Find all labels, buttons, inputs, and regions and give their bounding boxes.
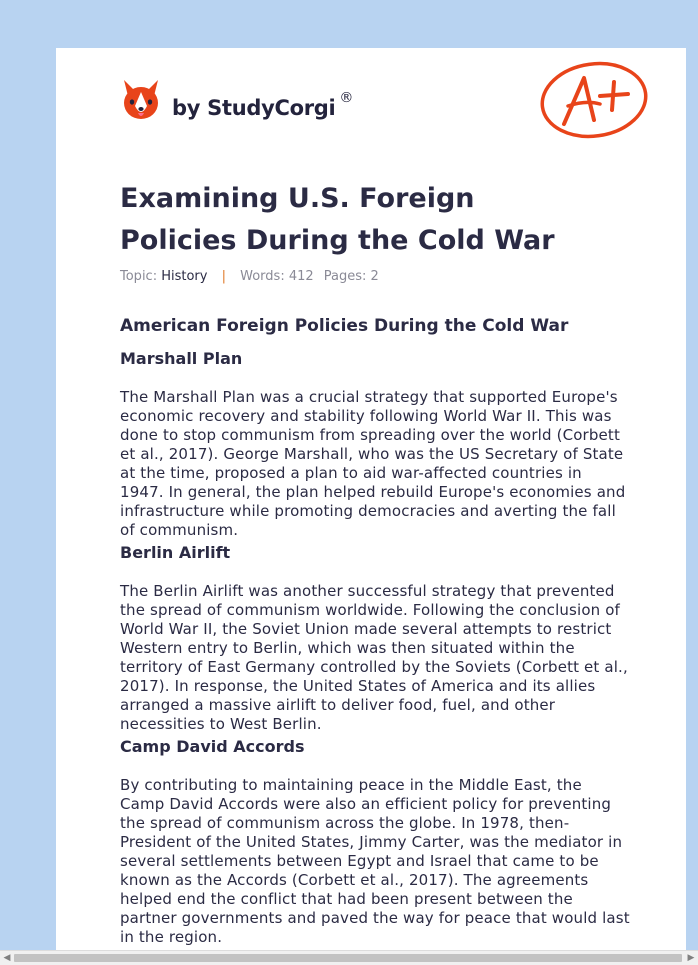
paragraph-berlin-airlift: The Berlin Airlift was another successful strategy that prevented the spread of communism worldwide. Following the conclusion of World War II, the Soviet Union made several attempts to restrict Western entry to Berlin, which was then situated within the territory of East Germany controlled by the Soviets (Corbett et al., 2017). In response, the United States of America and its allies arranged a massive airlift to deliver food, fuel, and other necessities to West Berlin. — [120, 582, 628, 733]
page-count: Pages: 2 — [323, 269, 379, 284]
horizontal-scrollbar[interactable] — [0, 950, 698, 965]
topic-link[interactable]: History — [161, 269, 208, 284]
grade-a-plus-icon — [538, 60, 650, 140]
word-count: Words: 412 — [240, 269, 314, 284]
document-title: Examining U.S. Foreign Policies During the Cold War — [120, 183, 555, 256]
registered-mark: ® — [339, 90, 354, 106]
document-meta — [120, 269, 379, 284]
scroll-left-icon[interactable]: ◀ — [3, 953, 11, 963]
subsection-title-berlin-airlift: Berlin Airlift — [120, 543, 231, 562]
document-body — [120, 310, 630, 949]
paragraph-marshall-plan: The Marshall Plan was a crucial strategy that supported Europe's economic recovery and stability following World War II. This was done to stop communism from spreading over the world (Corbett et al., 2017). George Marshall, who was the US Secretary of State at the time, proposed a plan to aid war-affected countries in 1947. In general, the plan helped rebuild Europe's economies and infrastructure while promoting democracies and averting the fall of communism. — [120, 388, 626, 539]
subsection-title-camp-david: Camp David Accords — [120, 737, 305, 756]
scroll-right-icon[interactable]: ▶ — [687, 953, 695, 963]
section-heading: American Foreign Policies During the Cold War — [120, 316, 569, 336]
paragraph-camp-david: By contributing to maintaining peace in the Middle East, the Camp David Accords were also an efficient policy for preventing the spread of communism across the globe. In 1978, then-President of the United States, Jimmy Carter, was the mediator in several settlements between Egypt and Israel that came to be known as the Accords (Corbett et al., 2017). The agreements helped end the conflict that had been present between the partner governments and paved the way for peace that would last in the region. — [120, 776, 630, 946]
brand-name: by StudyCorgi — [172, 96, 336, 120]
document-page — [56, 48, 686, 964]
subsection-title-marshall-plan: Marshall Plan — [120, 349, 243, 368]
corgi-logo-icon — [120, 78, 162, 122]
meta-separator: | — [221, 269, 226, 284]
brand-logo[interactable] — [120, 76, 353, 124]
scroll-thumb[interactable] — [14, 954, 682, 962]
topic-label: Topic: — [120, 269, 158, 284]
